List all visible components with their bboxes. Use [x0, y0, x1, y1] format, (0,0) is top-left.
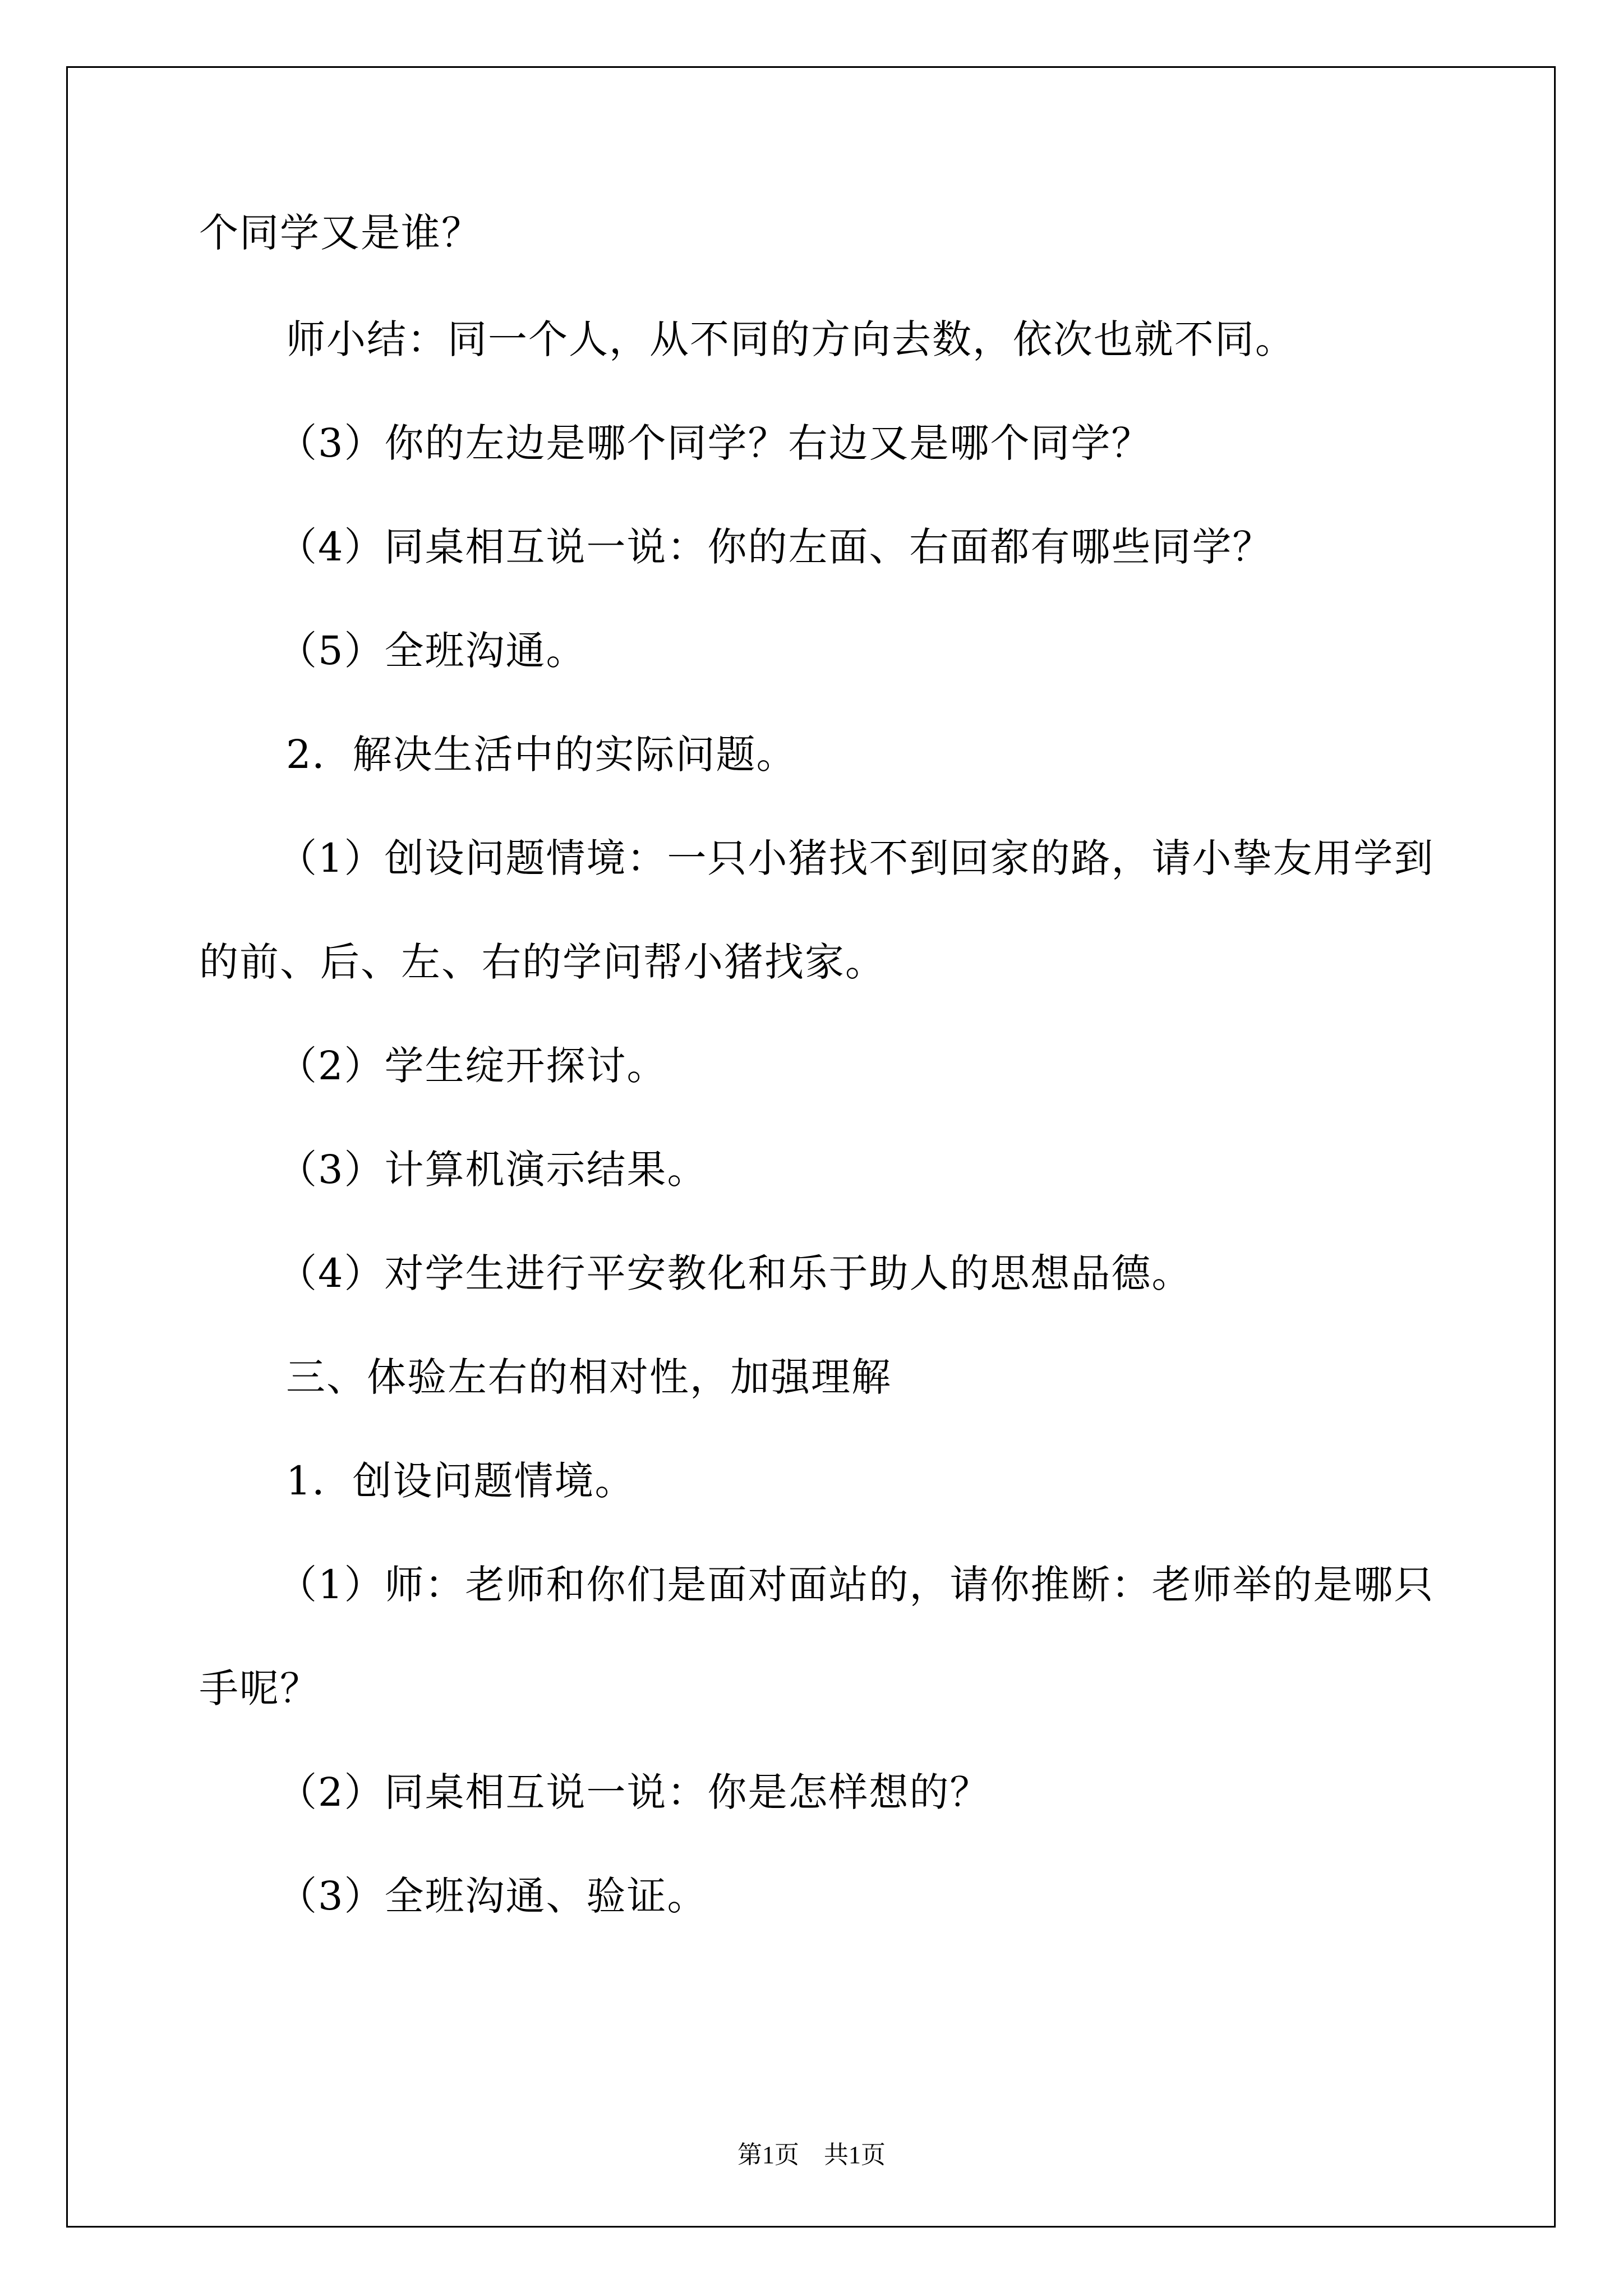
- page-number-footer: 第1页 共1页: [737, 2141, 886, 2169]
- paragraph-line: （3）全班沟通、验证。: [278, 1873, 708, 1919]
- paragraph-line: （3）你的左边是哪个同学？右边又是哪个同学？: [278, 420, 1152, 466]
- paragraph-line: （5）全班沟通。: [278, 628, 587, 674]
- paragraph-line: 的前、后、左、右的学问帮小猪找家。: [199, 939, 886, 985]
- paragraph-line: （3）计算机演示结果。: [278, 1147, 708, 1193]
- paragraph-line: （2）同桌相互说一说：你是怎样想的？: [278, 1769, 990, 1815]
- paragraph-line: 师小结：同一个人，从不同的方向去数，依次也就不同。: [286, 316, 1295, 362]
- paragraph-line: （4）对学生进行平安教化和乐于助人的思想品德。: [278, 1250, 1192, 1296]
- paragraph-line: 2．解决生活中的实际问题。: [286, 731, 797, 777]
- paragraph-line: 手呢？: [199, 1665, 320, 1711]
- paragraph-line: （2）学生绽开探讨。: [278, 1043, 667, 1089]
- paragraph-line: 1．创设问题情境。: [286, 1458, 635, 1504]
- paragraph-line: （1）师：老师和你们是面对面站的，请你推断：老师举的是哪只: [278, 1562, 1435, 1608]
- paragraph-line: （4）同桌相互说一说：你的左面、右面都有哪些同学？: [278, 524, 1273, 570]
- paragraph-line: 个同学又是谁？: [199, 210, 482, 256]
- section-heading: 三、体验左右的相对性，加强理解: [286, 1354, 892, 1400]
- paragraph-line: （1）创设问题情境：一只小猪找不到回家的路，请小挚友用学到: [278, 835, 1435, 881]
